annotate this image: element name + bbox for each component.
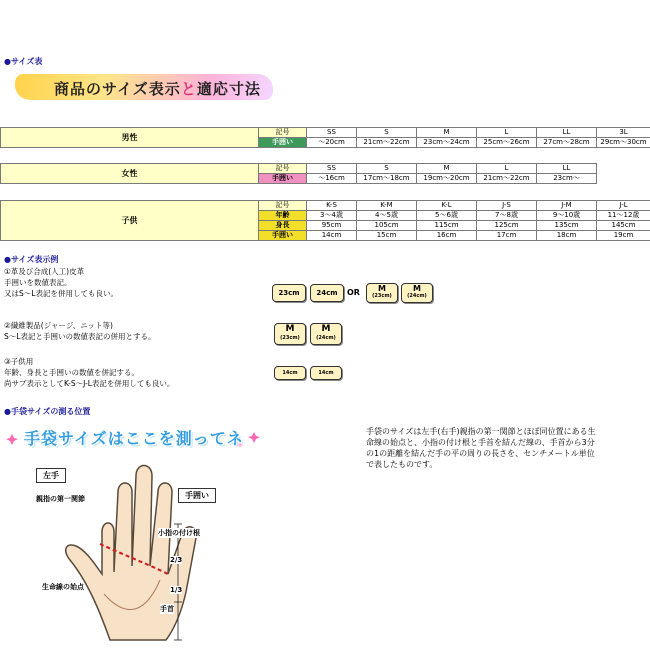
example-1-line: 手囲いを数値表記。 xyxy=(4,278,72,287)
size-table-header: ●サイズ表 xyxy=(4,57,43,66)
men-size: S xyxy=(357,128,417,138)
men-measure-label: 手囲い xyxy=(259,138,307,148)
kids-height: 105cm xyxy=(357,221,417,231)
example-3-line: ③子供用 xyxy=(4,357,34,366)
kids-size: J-S xyxy=(477,201,537,211)
tag-value: (24cm) xyxy=(316,335,336,341)
kids-size: K-S xyxy=(307,201,357,211)
kids-value: 14cm xyxy=(307,231,357,241)
men-size-table xyxy=(0,127,650,148)
thumb-joint-label: 親指の第一関節 xyxy=(36,495,85,503)
wrist-label: 手首 xyxy=(160,605,174,613)
men-value: ～20cm xyxy=(307,138,357,148)
men-size: 3L xyxy=(597,128,650,138)
example-3-line: 尚サブ表示としてK-S～J-L表記を併用しても良い。 xyxy=(4,379,175,388)
women-value: 19cm～20cm xyxy=(417,174,477,184)
kids-height: 115cm xyxy=(417,221,477,231)
kids-size-tag: 14cm xyxy=(310,366,342,380)
one-third-label: 1/3 xyxy=(170,586,183,594)
men-value: 29cm～30cm xyxy=(597,138,650,148)
example-1-line: 又はS～L表記を併用しても良い。 xyxy=(4,289,118,298)
example-header: ●サイズ表示例 xyxy=(4,255,59,264)
example-3 xyxy=(4,356,174,389)
kids-value: 19cm xyxy=(597,231,650,241)
women-label: 女性 xyxy=(1,164,259,184)
kids-value: 17cm xyxy=(477,231,537,241)
example-1-line: ①革及び合成(人工)皮革 xyxy=(4,267,85,276)
tag-letter: M xyxy=(285,324,295,334)
men-size: L xyxy=(477,128,537,138)
tag-letter: M xyxy=(321,324,331,334)
tag-value: (23cm) xyxy=(280,335,300,341)
example-1 xyxy=(4,266,118,299)
men-size: M xyxy=(417,128,477,138)
kids-age-label: 年齢 xyxy=(259,211,307,221)
kids-label: 子供 xyxy=(1,201,259,241)
kids-height: 125cm xyxy=(477,221,537,231)
men-label: 男性 xyxy=(1,128,259,148)
men-size: SS xyxy=(307,128,357,138)
example-3-line: 年齢、身長と手囲いの数値を併記する。 xyxy=(4,368,139,377)
size-tag-m-23 xyxy=(274,323,306,345)
kids-size: K-L xyxy=(417,201,477,211)
women-kigou: 記号 xyxy=(259,164,307,174)
women-value: 17cm～18cm xyxy=(357,174,417,184)
tag-letter: M xyxy=(378,284,386,293)
kids-size-table xyxy=(0,200,650,241)
tag-value: (24cm) xyxy=(407,293,427,299)
size-tag-m-24 xyxy=(310,323,342,345)
size-tag-m-24 xyxy=(401,283,433,303)
kids-kigou: 記号 xyxy=(259,201,307,211)
kids-size: J-M xyxy=(537,201,597,211)
kids-age: 11～12歳 xyxy=(597,211,650,221)
example-2-line: ②繊維製品(ジャージ、ニット等) xyxy=(4,321,113,330)
women-size: M xyxy=(417,164,477,174)
or-label: OR xyxy=(347,288,360,297)
banner-title-c: 適応寸法 xyxy=(196,80,261,98)
kids-size: J-L xyxy=(597,201,650,211)
women-value: 21cm～22cm xyxy=(477,174,537,184)
women-measure-label: 手囲い xyxy=(259,174,307,184)
kids-age: 3～4歳 xyxy=(307,211,357,221)
kids-age: 9～10歳 xyxy=(537,211,597,221)
women-size: S xyxy=(357,164,417,174)
women-value: 23cm～ xyxy=(537,174,597,184)
kids-height-label: 身長 xyxy=(259,221,307,231)
example-2-line: S～L表記と手囲いの数値表記の併用とする。 xyxy=(4,332,156,341)
size-tag-23cm: 23cm xyxy=(272,284,306,302)
kids-value: 16cm xyxy=(417,231,477,241)
women-size-table xyxy=(0,163,597,184)
kids-measure-label: 手囲い xyxy=(259,231,307,241)
size-tag-m-23 xyxy=(366,283,398,303)
men-value: 25cm～26cm xyxy=(477,138,537,148)
men-kigou: 記号 xyxy=(259,128,307,138)
men-size: LL xyxy=(537,128,597,138)
banner-title-a: 商品のサイズ表示 xyxy=(54,80,181,98)
size-tag-24cm: 24cm xyxy=(310,284,344,302)
men-value: 27cm～28cm xyxy=(537,138,597,148)
kids-value: 15cm xyxy=(357,231,417,241)
kids-size: K-M xyxy=(357,201,417,211)
banner-title-b: と xyxy=(180,80,197,98)
glove-banner-text: 手袋サイズはここを測ってネ xyxy=(24,429,244,448)
women-value: ～16cm xyxy=(307,174,357,184)
women-size: L xyxy=(477,164,537,174)
size-banner xyxy=(14,68,284,108)
kids-value: 18cm xyxy=(537,231,597,241)
tag-value: (23cm) xyxy=(372,293,392,299)
men-value: 23cm～24cm xyxy=(417,138,477,148)
hand-girth-label: 手囲い xyxy=(178,488,216,503)
glove-size-description: 手袋のサイズは左手(右手)親指の第一関節とほぼ同位置にある生命線の始点と、小指の付け根と手首を結んだ線の、手首から3分の1の距離を結んだ手の平の周りの長さを、センチメートル単位で表したものです。 xyxy=(366,427,596,469)
lifeline-label: 生命線の始点 xyxy=(42,583,84,591)
women-size: LL xyxy=(537,164,597,174)
kids-age: 4～5歳 xyxy=(357,211,417,221)
kids-age: 7～8歳 xyxy=(477,211,537,221)
glove-section-header: ●手袋サイズの測る位置 xyxy=(4,407,91,416)
pinky-base-label: 小指の付け根 xyxy=(158,529,200,537)
example-2 xyxy=(4,320,155,342)
kids-age: 5～6歳 xyxy=(417,211,477,221)
men-value: 21cm～22cm xyxy=(357,138,417,148)
tag-letter: M xyxy=(413,284,421,293)
glove-banner xyxy=(4,418,264,456)
two-thirds-label: 2/3 xyxy=(170,556,183,564)
kids-size-tag: 14cm xyxy=(274,366,306,380)
kids-height: 145cm xyxy=(597,221,650,231)
left-hand-label: 左手 xyxy=(36,468,66,483)
kids-height: 135cm xyxy=(537,221,597,231)
women-size: SS xyxy=(307,164,357,174)
kids-height: 95cm xyxy=(307,221,357,231)
